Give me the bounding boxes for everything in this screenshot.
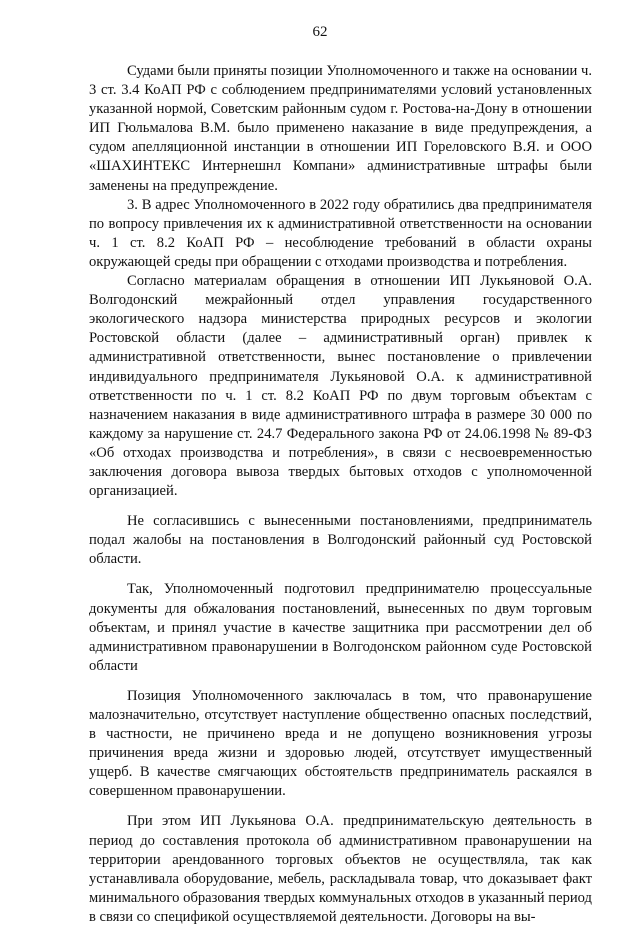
paragraph-defense-preparation: Так, Уполномоченный подготовил предпринимателю процессуальные документы для обжалования постановлений, вынесенных по двум торговым объектам, и принял участие в качестве защитника при рассмотрении дел об административном правонарушении в Волгодонском районном суде Ростовской области bbox=[89, 581, 592, 674]
paragraph-business-activity: При этом ИП Лукьянова О.А. предпринимательскую деятельность в период до составления протокола об административном правонарушении на территории арендованного торговых объектов не осуществляла, так как устанавливала оборудование, мебель, раскладывала товар, что доказывает факт минимального образования твердых коммунальных отходов в указанный период в связи со спецификой осуществляемой деятельности. Договоры на вы- bbox=[89, 813, 592, 925]
page-number: 62 bbox=[312, 24, 328, 40]
paragraph-court-positions: Судами были приняты позиции Уполномоченного и также на основании ч. 3 ст. 3.4 КоАП РФ с соблюдением предпринимателями условий установленных указанной нормой, Советским районным судом г. Ростова-на-Дону в отношении ИП Гюльмалова В.М. было применено наказание в виде предупреждения, а судом апелляционной инстанции в отношении ИП Гореловского В.Я. и ООО «ШАХИНТЕКС Интернешнл Компани» административные штрафы были заменены на предупреждение. bbox=[89, 63, 592, 194]
paragraph-case-materials: Согласно материалам обращения в отношении ИП Лукьяновой О.А. Волгодонский межрайонный отдел управления государственного экологического надзора министерства природных ресурсов и экологии Ростовской области (далее – административный орган) привлек к административной ответственности, вынес постановление о привлечении индивидуального предпринимателя Лукьяновой О.А. к административной ответственности по ч. 1 ст. 8.2 КоАП РФ по двум торговым объектам с назначением наказания в виде административного штрафа в размере 30 000 по каждому за нарушение ст. 24.7 Федерального закона РФ от 24.06.1998 № 89-ФЗ «Об отходах производства и потребления», в связи с несвоевременностью заключения договора вывоза твердых бытовых отходов с уполномоченной организацией. bbox=[89, 273, 592, 500]
paragraph-appeal: Не согласившись с вынесенными постановлениями, предприниматель подал жалобы на постановления в Волгодонский районный суд Ростовской области. bbox=[89, 513, 592, 568]
paragraph-two-entrepreneurs: 3. В адрес Уполномоченного в 2022 году обратились два предпринимателя по вопросу привлечения их к административной ответственности на основании ч. 1 ст. 8.2 КоАП РФ – несоблюдение требований в области охраны окружающей среды при обращении с отходами производства и потребления. bbox=[89, 196, 592, 270]
paragraph-ombudsman-position: Позиция Уполномоченного заключалась в том, что правонарушение малозначительно, отсутствует наступление общественно опасных последствий, в частности, не причинено вреда и не допущено возникновения угрозы причинения вреда жизни и здоровью людей, отсутствует имущественный ущерб. В качестве смягчающих обстоятельств предприниматель раскаялся в совершенном правонарушении. bbox=[89, 687, 592, 800]
document-body bbox=[89, 62, 592, 927]
